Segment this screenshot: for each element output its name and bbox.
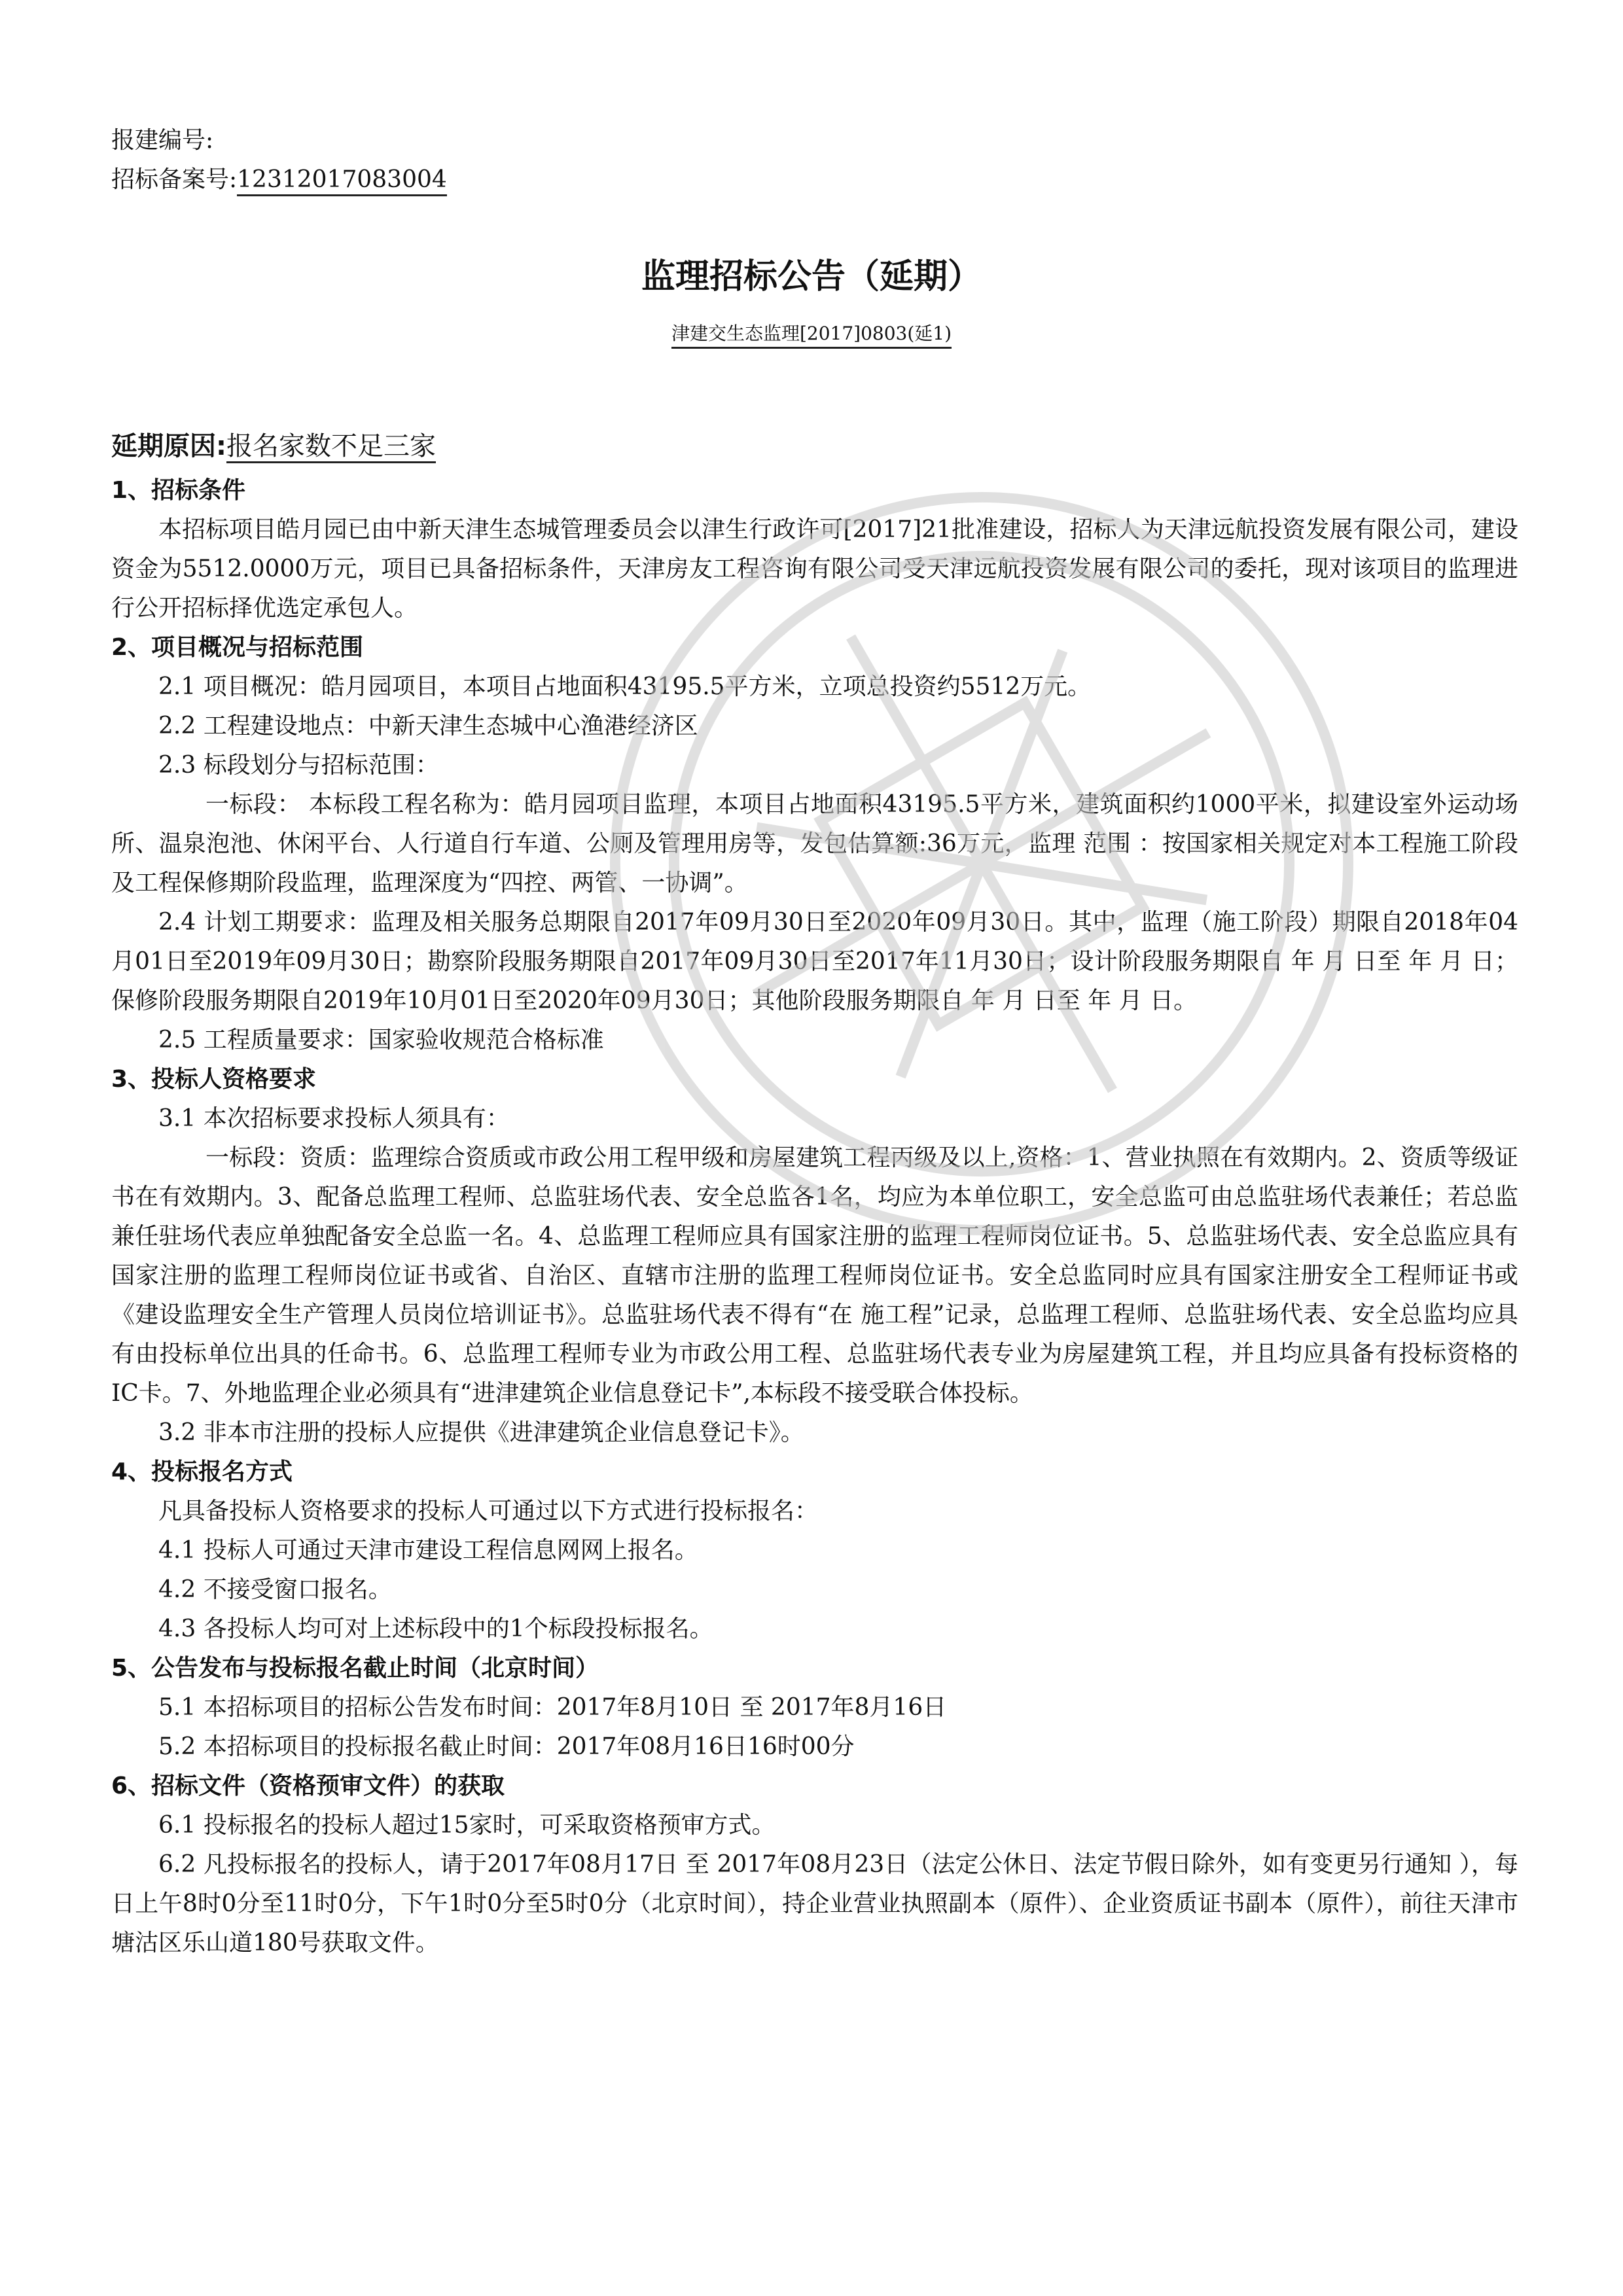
section-6-heading: 6、招标文件（资格预审文件）的获取	[111, 1773, 505, 1799]
section-6-2: 6.2 凡投标报名的投标人，请于2017年08月17日 至 2017年08月23日（法定公休日、法定节假日除外，如有变更另行通知 ），每日上午8时0分至11时0分，下午1时0分至5时0分（北京时间），持企业营业执照副本（原件）、企业资质证书副本（原件），前往天津市塘沽区乐山道180号获取文件。	[111, 1851, 1518, 1956]
section-2-heading: 2、项目概况与招标范围	[111, 634, 364, 661]
filing-no-line	[111, 160, 447, 200]
section-1-heading: 1、招标条件	[111, 477, 246, 504]
page-title: 监理招标公告（延期）	[641, 257, 982, 296]
document-number: 津建交生态监理[2017]0803(延1)	[0, 319, 1623, 345]
section-2-4: 2.4 计划工期要求：监理及相关服务总期限自2017年09月30日至2020年09月30日。其中，监理（施工阶段）期限自2018年04月01日至2019年09月30日；勘察阶段服务期限自2017年09月30日至2017年11月30日；设计阶段服务期限自 年 月 日至 年 月 日；保修阶段服务期限自2019年10月01日至2020年09月30日；其他阶段服务期限自 年 月 日至 年 月 日。	[111, 909, 1518, 1014]
notice-body	[111, 471, 1518, 1963]
delay-reason	[111, 425, 436, 463]
section-5-heading: 5、公告发布与投标报名截止时间（北京时间）	[111, 1655, 599, 1682]
section-2-2: 2.2 工程建设地点：中新天津生态城中心渔港经济区	[158, 713, 698, 739]
section-3-1: 3.1 本次招标要求投标人须具有：	[158, 1105, 510, 1132]
report-no-label: 报建编号:	[111, 127, 214, 154]
filing-no-value: 12312017083004	[237, 166, 447, 196]
report-no-line	[111, 121, 213, 160]
section-3-1-detail: 一标段：资质：监理综合资质或市政公用工程甲级和房屋建筑工程丙级及以上,资格：1、营业执照在有效期内。2、资质等级证书在有效期内。3、配备总监理工程师、总监驻场代表、安全总监各1名，均应为本单位职工，安全总监可由总监驻场代表兼任；若总监兼任驻场代表应单独配备安全总监一名。4、总监理工程师应具有国家注册的监理工程师岗位证书。5、总监驻场代表、安全总监应具有国家注册的监理工程师岗位证书或省、自治区、直辖市注册的监理工程师岗位证书。安全总监同时应具有国家注册安全工程师证书或《建设监理安全生产管理人员岗位培训证书》。总监驻场代表不得有“在 施工程”记录，总监理工程师、总监驻场代表、安全总监均应具有由投标单位出具的任命书。6、总监理工程师专业为市政公用工程、总监驻场代表专业为房屋建筑工程，并且均应具备有投标资格的IC卡。7、外地监理企业必须具有“进津建筑企业信息登记卡”,本标段不接受联合体投标。	[111, 1144, 1518, 1407]
section-5-1: 5.1 本招标项目的招标公告发布时间：2017年8月10日 至 2017年8月16日	[158, 1694, 947, 1721]
section-4-heading: 4、投标报名方式	[111, 1458, 293, 1485]
delay-reason-value: 报名家数不足三家	[226, 431, 436, 463]
filing-no-label: 招标备案号:	[111, 166, 238, 193]
section-3-2: 3.2 非本市注册的投标人应提供《进津建筑企业信息登记卡》。	[158, 1419, 804, 1446]
delay-reason-label: 延期原因:	[111, 431, 226, 461]
section-2-1: 2.1 项目概况：皓月园项目，本项目占地面积43195.5平方米，立项总投资约5512万元。	[158, 673, 1092, 700]
section-4-3: 4.3 各投标人均可对上述标段中的1个标段投标报名。	[158, 1616, 713, 1642]
section-5-2: 5.2 本招标项目的投标报名截止时间：2017年08月16日16时00分	[158, 1733, 855, 1760]
section-2-3-detail: 一标段： 本标段工程名称为：皓月园项目监理，本项目占地面积43195.5平方米，建筑面积约1000平米，拟建设室外运动场所、温泉泡池、休闲平台、人行道自行车道、公厕及管理用房等，发包估算额:36万元，监理 范围 ：按国家相关规定对本工程施工阶段及工程保修期阶段监理，监理深度为“四控、两管、一协调”。	[111, 791, 1518, 896]
section-4-1: 4.1 投标人可通过天津市建设工程信息网网上报名。	[158, 1537, 698, 1564]
section-2-5: 2.5 工程质量要求：国家验收规范合格标准	[158, 1027, 604, 1053]
section-2-3: 2.3 标段划分与招标范围：	[158, 752, 439, 779]
section-4-2: 4.2 不接受窗口报名。	[158, 1576, 392, 1603]
section-1-paragraph: 本招标项目皓月园已由中新天津生态城管理委员会以津生行政许可[2017]21批准建设，招标人为天津远航投资发展有限公司，建设资金为5512.0000万元，项目已具备招标条件，天津房友工程咨询有限公司受天津远航投资发展有限公司的委托，现对该项目的监理进行公开招标择优选定承包人。	[111, 516, 1518, 622]
section-4-intro: 凡具备投标人资格要求的投标人可通过以下方式进行投标报名：	[158, 1498, 819, 1525]
section-3-heading: 3、投标人资格要求	[111, 1066, 317, 1093]
section-6-1: 6.1 投标报名的投标人超过15家时，可采取资格预审方式。	[158, 1812, 776, 1839]
